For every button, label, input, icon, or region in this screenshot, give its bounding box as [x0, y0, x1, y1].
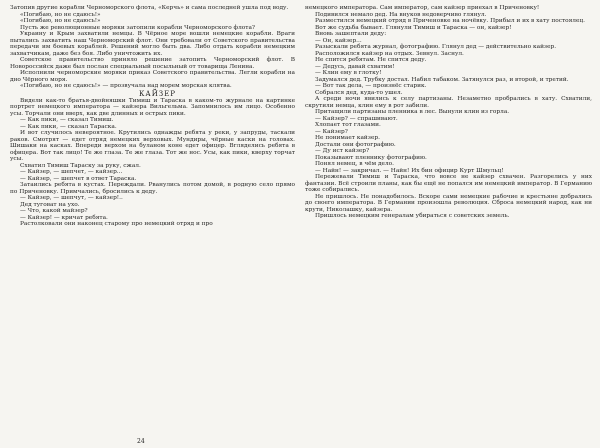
right-paragraph-1: немецкого императора. Сам император, сам кайзер приехал в Приченовку! — [305, 5, 540, 11]
story-paragraph-12: — Кайзер! — кричат ребята. — [20, 214, 108, 221]
right-paragraph-26: Пережевали Тимиш и Тараска, что вовсе не кайзер схвачен. Разгорелись у них фантазии. Всё строили планы, как бы ещё не попался им немецкий император. В Германию тоже собирались. — [305, 174, 592, 193]
right-paragraph-16: Притащили партизаны пленника в лес. Вынули клин из горла. — [315, 109, 510, 115]
right-page — [305, 5, 592, 434]
right-paragraph-6: — Он, кайзер... — [315, 37, 362, 44]
intro-paragraph-1: Затопив другие корабли Черноморского флота, «Керчь» и сама последней ушла под воду. — [10, 5, 289, 11]
story-paragraph-13: Растолковали они наконец старому про немецкий отряд и про — [20, 221, 213, 227]
right-paragraph-18: Хлопает тот глазами. — [315, 122, 381, 128]
right-paragraph-8: Расположился кайзер на отдых. Зевнул. Заснул. — [315, 50, 464, 57]
right-paragraph-14: Собрался дед, куда-то ушел. — [315, 89, 403, 96]
right-paragraph-22: — Ду ист кайзер? — [315, 148, 370, 154]
right-paragraph-3: Разместился немецкий отряд в Приченовке на ночёвку. Прибыл и их в хату постоялец. — [315, 18, 585, 24]
right-paragraph-7: Разыскали ребята журнал, фотографию. Глянул дед — действительно кайзер. — [315, 44, 557, 50]
right-paragraph-4: Вот же судьба бывает. Глянули Тимиш и Тараска — он, кайзер! — [315, 24, 512, 31]
story-paragraph-5: Схватил Тимиш Тараску за руку, сжал. — [20, 162, 141, 169]
intro-paragraph-8: «Погибаю, но не сдаюсь!» — прозвучала над морем морская клятва. — [20, 83, 232, 89]
story-paragraph-3: — Как пики, — сказал Тараска. — [20, 123, 117, 130]
story-paragraph-6: — Кайзер, — шепчет, — кайзер... — [20, 169, 123, 175]
intro-paragraph-6: Советское правительство приняло решение затопить Черноморский флот. В Новороссийск даже был послан специальный посыльный от товарища Ленина. — [10, 57, 295, 70]
right-paragraph-9: Не спится ребятам. Не спится деду. — [315, 57, 427, 63]
left-page — [10, 5, 295, 434]
story-paragraph-4: И вот случилось невероятное. Крутились однажды ребята у реки, у запруды, таскали раков. Смотрят — едет отряд немецких верховых. Мундиры, чёрные каски на головах. Шишаки на касках. Впереди верхом на буланом коне едет офицер. Вгляделись ребята в офицера. Вот так лицо! Те же глаза. Те же глаза. Тот же нос. Усы, как пики, кверху торчат усы. — [10, 130, 295, 162]
right-paragraph-23: Показывают пленнику фотографию. — [315, 154, 427, 161]
intro-paragraph-4: Пусть же революционные моряки затопили корабли Черноморского флота? — [20, 24, 256, 31]
right-paragraph-25: — Найн! — закричал. — Найн! Их бин официр Курт Шмульц! — [315, 167, 504, 174]
right-paragraph-21: Достали они фотографию. — [315, 141, 396, 148]
right-paragraph-28: Пришлось немецким генералам убираться с советских земель. — [315, 213, 510, 219]
story-paragraph-8: Затаились ребята в кустах. Переждали. Рванулись потом домой, в родную село прямо по Приченовку. Примчались, бросились к деду. — [10, 182, 295, 195]
right-paragraph-20: Не понимает кайзер. — [315, 135, 380, 141]
section-title: КАЙЗЕР — [138, 89, 176, 98]
story-paragraph-10: Дед туговат на ухо. — [20, 201, 80, 208]
story-paragraph-11: — Что, какой майзер? — [20, 208, 88, 214]
right-paragraph-2: Подивился немало дед. На внуков недоверчиво глянул. — [315, 11, 487, 18]
right-paragraph-19: — Кайзер? — [315, 128, 348, 135]
page-number: 24 — [137, 438, 145, 445]
right-paragraph-12: Задумался дед. Трубку достал. Набил табаком. Затянулся раз, и второй, и третий. — [315, 76, 569, 83]
right-paragraph-27: Не пришлось. Не понадобилось. Вскоре сами немецкие рабочие и крестьяне добрались до своего императора. В Германии произошла революция. Сброса немецкий народ, как ни крути, Николашку, кайзера. — [305, 193, 592, 213]
right-paragraph-17: — Кайзер? — спрашивают. — [315, 115, 398, 122]
intro-paragraph-5: Украину и Крым захватили немцы. В Чёрное море вошли немецкие корабли. Враги пытались захватить наш Черноморский флот. Они требовали от Советского правительства передачи им боевых кораблей. Решений могло быть два. Либо отдать корабли немецким захватчикам, даже без боя. Либо уничтожить их. — [10, 31, 295, 57]
right-paragraph-10: — Дедусь, давай схватим! — [315, 63, 395, 70]
story-paragraph-9: — Кайзер, — шепчут, — кайзер!.. — [20, 195, 123, 201]
intro-paragraph-7: Исполнили черноморские моряки приказ Советского правительства. Легли корабли на дно Чёрного моря. — [10, 70, 295, 83]
story-paragraph-1: Видели как-то братья-двойняшки Тимиш и Тараска в каком-то журнале на картинке портрет немецкого императора — кайзера Вильгельма. Запомнилось им лицо. Особенно усы. Торчали они вверх, как две длинных и острых пики. — [10, 97, 295, 117]
intro-paragraph-2: «Погибаю, но не сдаюсь!» — [20, 11, 101, 18]
story-paragraph-7: — Кайзер, — шепчет в ответ Тараска. — [20, 175, 137, 182]
right-paragraph-15: А среди ночи явились к селу партизаны. Незаметно пробрались в хату. Схватили, скрутили немца, клин ему в рот забили. — [305, 96, 592, 109]
right-paragraph-13: — Вот так дела, — произнёс старик. — [315, 83, 427, 89]
story-paragraph-2: — Как пики, — сказал Тимиш. — [20, 117, 114, 123]
intro-paragraph-3: «Погибаю, но не сдаюсь!» — [20, 18, 101, 24]
right-paragraph-5: Вновь зашептали деду: — [315, 31, 387, 37]
right-paragraph-24: Понял немец, в чём дело. — [315, 161, 394, 167]
right-paragraph-11: — Клин ему в глотку! — [315, 70, 382, 76]
